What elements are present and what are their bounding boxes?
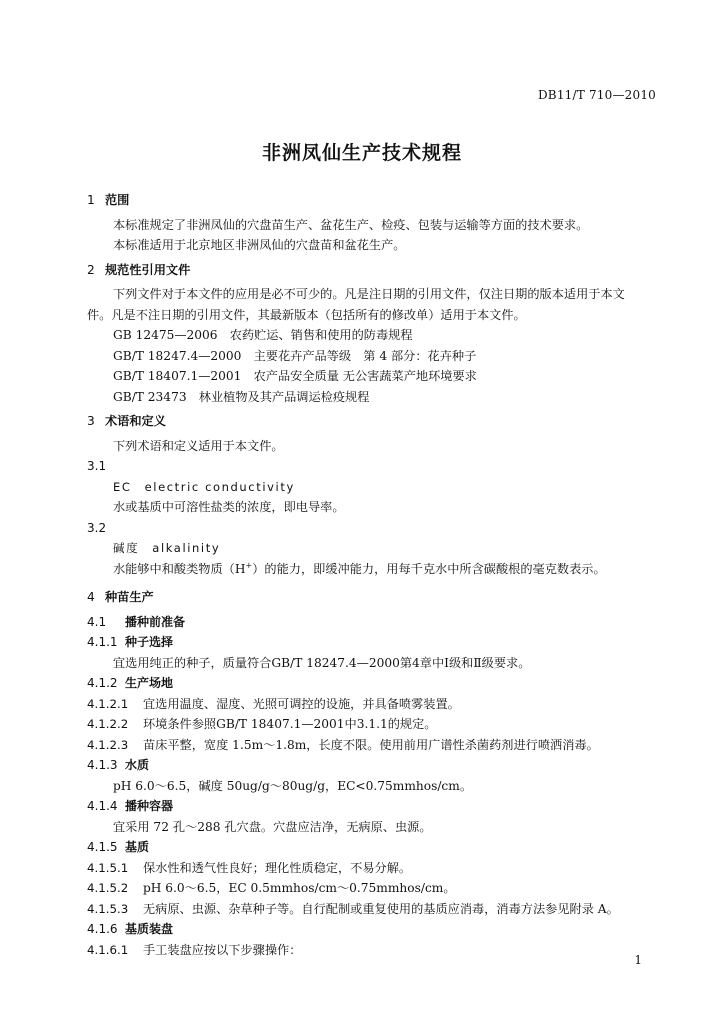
section-4-1-1-heading: 4.1.1 种子选择	[87, 635, 174, 649]
term-3-1-name: EC electric conductivity	[113, 479, 295, 494]
section-4-1-2-heading: 4.1.2 生产场地	[87, 676, 174, 690]
section-1-heading: 1 范围	[87, 193, 130, 207]
term-3-2-name: 碱度 alkalinity	[113, 541, 221, 555]
section-4-1-3-heading: 4.1.3 水质	[87, 758, 150, 772]
clause-item: 4.1.5.3 无病原、虫源、杂草种子等。自行配制或重复使用的基质应消毒，消毒方法参见附录 A。	[87, 901, 619, 916]
section-4-1-1-text: 宜选用纯正的种子，质量符合GB/T 18247.4—2000第4章中Ⅰ级和Ⅱ级要求。	[113, 655, 531, 670]
clause-item: 4.1.2.1 宜选用温度、湿度、光照可调控的设施，并具备喷雾装置。	[87, 696, 460, 711]
section-1-paragraph-2: 本标准适用于北京地区非洲凤仙的穴盘苗和盆花生产。	[113, 238, 406, 252]
section-4-1-6-heading: 4.1.6 基质装盘	[87, 922, 174, 936]
reference-item: GB 12475—2006 农药贮运、销售和使用的防毒规程	[113, 328, 413, 342]
reference-item: GB/T 18407.1—2001 农产品安全质量 无公害蔬菜产地环境要求	[113, 369, 477, 383]
section-4-1-heading: 4.1 播种前准备	[87, 614, 186, 629]
document-body	[87, 190, 661, 960]
section-4-heading: 4 种苗生产	[87, 590, 154, 604]
document-title: 非洲凤仙生产技术规程	[261, 142, 462, 164]
section-1-paragraph-1: 本标准规定了非洲凤仙的穴盘苗生产、盆花生产、检疫、包装与运输等方面的技术要求。	[113, 217, 589, 232]
page-number: 1	[634, 953, 642, 967]
standard-code: DB11/T 710—2010	[537, 88, 656, 102]
clause-item: 4.1.5.2 pH 6.0～6.5，EC 0.5mmhos/cm～0.75mmhos/cm。	[87, 881, 456, 895]
section-4-1-4-heading: 4.1.4 播种容器	[87, 799, 174, 813]
reference-item: GB/T 18247.4—2000 主要花卉产品等级 第 4 部分：花卉种子	[113, 348, 477, 363]
section-4-1-5-heading: 4.1.5 基质	[87, 840, 150, 854]
term-3-1-number: 3.1	[87, 459, 107, 473]
term-3-1-definition: 水或基质中可溶性盐类的浓度，即电导率。	[113, 500, 345, 514]
section-2-paragraph-line-2: 件。凡是不注日期的引用文件，其最新版本（包括所有的修改单）适用于本文件。	[87, 307, 526, 322]
clause-item: 4.1.2.3 苗床平整，宽度 1.5m～1.8m，长度不限。使用前用广谱性杀菌药剂进行喷洒消毒。	[87, 737, 599, 752]
section-4-1-4-text: 宜采用 72 孔～288 孔穴盘。穴盘应洁净，无病原、虫源。	[113, 819, 432, 834]
clause-item: 4.1.5.1 保水性和透气性良好；理化性质稳定，不易分解。	[87, 860, 412, 875]
section-4-1-3-text: pH 6.0～6.5，碱度 50ug/g～80ug/g，EC<0.75mmhos/cm。	[113, 778, 473, 793]
clause-item: 4.1.6.1 手工装盘应按以下步骤操作：	[87, 942, 302, 957]
term-3-2-definition: 水能够中和酸类物质（H+）的能力，即缓冲能力，用每千克水中所含碳酸根的毫克数表示。	[113, 560, 606, 576]
section-3-paragraph: 下列术语和定义适用于本文件。	[113, 438, 284, 453]
reference-item: GB/T 23473 林业植物及其产品调运检疫规程	[113, 389, 370, 404]
section-3-heading: 3 术语和定义	[87, 414, 166, 428]
term-3-2-number: 3.2	[87, 520, 107, 535]
clause-item: 4.1.2.2 环境条件参照GB/T 18407.1—2001中3.1.1的规定。	[87, 717, 437, 731]
section-2-paragraph-line-1: 下列文件对于本文件的应用是必不可少的。凡是注日期的引用文件，仅注日期的版本适用于本文	[113, 287, 625, 301]
section-2-heading: 2 规范性引用文件	[87, 262, 191, 277]
